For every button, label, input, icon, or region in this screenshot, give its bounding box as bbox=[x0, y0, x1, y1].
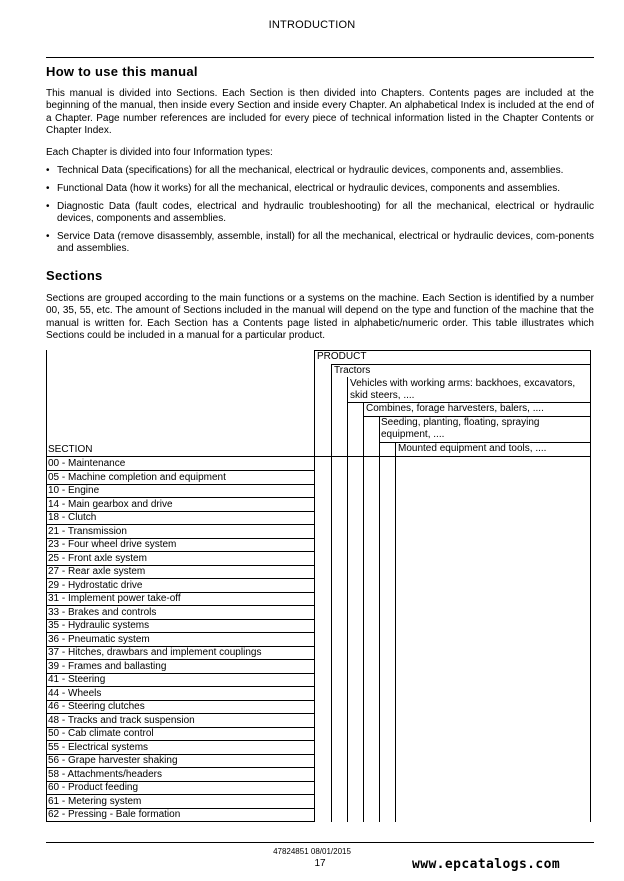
list-item: • Diagnostic Data (fault codes, electrical and hydraulic troubleshooting) for all the mechanical, electrical or hydraulic devices, components and assemblies. bbox=[46, 201, 594, 226]
row-divider bbox=[46, 767, 314, 768]
table-row: 00 - Maintenance bbox=[48, 458, 126, 469]
table-row: 50 - Cab climate control bbox=[48, 728, 154, 739]
row-divider bbox=[46, 484, 314, 485]
table-row: 46 - Steering clutches bbox=[48, 701, 145, 712]
page-number: 17 bbox=[314, 858, 326, 869]
sections-paragraph: Sections are grouped according to the main functions or a systems on the machine. Each Section is identified by a number 00, 35, 55, etc. The amount of Sections included in the manual will depend on the type and function of the machine that the manual is written for. Each Section has a Contents page listed in alphabetic/numeric order. This table illustrates which Sections could be included in a manual for a particular product. bbox=[46, 293, 594, 341]
row-divider bbox=[46, 592, 314, 593]
row-divider bbox=[46, 700, 314, 701]
row-divider bbox=[46, 470, 314, 471]
table-row: 58 - Attachments/headers bbox=[48, 768, 162, 780]
row-divider bbox=[46, 821, 314, 822]
row-divider bbox=[46, 794, 314, 795]
table-row: 60 - Product feeding bbox=[48, 782, 139, 793]
table-row: 25 - Front axle system bbox=[48, 552, 147, 564]
product-mounted: Mounted equipment and tools, .... bbox=[398, 443, 547, 454]
product-tractors: Tractors bbox=[334, 365, 371, 376]
list-item: • Technical Data (specifications) for all the mechanical, electrical or hydraulic devices, components and, assemblies. bbox=[46, 165, 594, 177]
sections-heading: Sections bbox=[46, 268, 103, 283]
row-divider bbox=[46, 524, 314, 525]
table-row: 56 - Grape harvester shaking bbox=[48, 755, 178, 766]
row-divider bbox=[46, 632, 314, 633]
table-row: 18 - Clutch bbox=[48, 512, 97, 523]
how-to-paragraph: This manual is divided into Sections. Each Section is then divided into Chapters. Contents pages are included at the beginning of the manual, then inside every Section and inside every Chapter. An alphabetical Index is included at the end of a Chapter. Page number references are included for every piece of technical information listed in the Chapter Contents or Chapter Index. bbox=[46, 88, 594, 136]
table-row: 36 - Pneumatic system bbox=[48, 633, 150, 645]
table-row: 37 - Hitches, drawbars and implement couplings bbox=[48, 647, 262, 658]
document-number: 47824851 08/01/2015 bbox=[273, 847, 351, 856]
row-divider bbox=[46, 686, 314, 687]
product-label: PRODUCT bbox=[317, 351, 367, 362]
row-divider bbox=[46, 781, 314, 782]
section-label: SECTION bbox=[48, 444, 93, 455]
row-divider bbox=[46, 605, 314, 606]
row-divider bbox=[46, 511, 314, 512]
table-row: 27 - Rear axle system bbox=[48, 566, 146, 577]
row-divider bbox=[46, 578, 314, 579]
table-row: 33 - Brakes and controls bbox=[48, 606, 157, 618]
row-divider bbox=[46, 659, 314, 660]
info-types-list bbox=[46, 165, 594, 261]
sections-table bbox=[46, 350, 591, 822]
row-divider bbox=[46, 646, 314, 647]
row-divider bbox=[46, 538, 314, 539]
row-divider bbox=[46, 740, 314, 741]
table-row: 05 - Machine completion and equipment bbox=[48, 471, 226, 483]
header-rule bbox=[46, 57, 594, 58]
row-divider bbox=[46, 619, 314, 620]
table-row: 23 - Four wheel drive system bbox=[48, 539, 177, 550]
table-row: 48 - Tracks and track suspension bbox=[48, 714, 195, 726]
row-divider bbox=[46, 713, 314, 714]
table-row: 31 - Implement power take-off bbox=[48, 593, 181, 604]
table-row: 62 - Pressing - Bale formation bbox=[48, 809, 181, 820]
table-row: 55 - Electrical systems bbox=[48, 741, 149, 753]
table-row: 39 - Frames and ballasting bbox=[48, 660, 167, 672]
row-divider bbox=[46, 754, 314, 755]
row-divider bbox=[46, 673, 314, 674]
product-seeding: Seeding, planting, floating, spraying equipment, .... bbox=[381, 417, 540, 440]
table-row: 10 - Engine bbox=[48, 485, 100, 496]
row-divider bbox=[46, 808, 314, 809]
row-divider bbox=[46, 497, 314, 498]
table-row: 21 - Transmission bbox=[48, 525, 127, 537]
info-types-intro: Each Chapter is divided into four Information types: bbox=[46, 147, 273, 158]
table-row: 44 - Wheels bbox=[48, 687, 102, 699]
table-row: 41 - Steering bbox=[48, 674, 106, 685]
table-row: 14 - Main gearbox and drive bbox=[48, 498, 173, 510]
product-combines: Combines, forage harvesters, balers, .... bbox=[366, 403, 544, 414]
footer-rule bbox=[46, 842, 594, 843]
how-to-heading: How to use this manual bbox=[46, 64, 198, 79]
table-row: 35 - Hydraulic systems bbox=[48, 620, 150, 631]
product-vehicles: Vehicles with working arms: backhoes, excavators, skid steers, .... bbox=[350, 378, 576, 401]
list-item: • Service Data (remove disassembly, assemble, install) for all the mechanical, electrical or hydraulic devices, com-ponents and assemblies. bbox=[46, 231, 594, 256]
table-row: 61 - Metering system bbox=[48, 795, 142, 807]
list-item: • Functional Data (how it works) for all the mechanical, electrical or hydraulic devices, components and assemblies. bbox=[46, 183, 594, 195]
page-header-title: INTRODUCTION bbox=[268, 19, 356, 31]
row-divider bbox=[46, 565, 314, 566]
watermark: www.epcatalogs.com bbox=[412, 857, 561, 872]
row-divider bbox=[46, 727, 314, 728]
table-row: 29 - Hydrostatic drive bbox=[48, 579, 143, 591]
row-divider bbox=[46, 551, 314, 552]
